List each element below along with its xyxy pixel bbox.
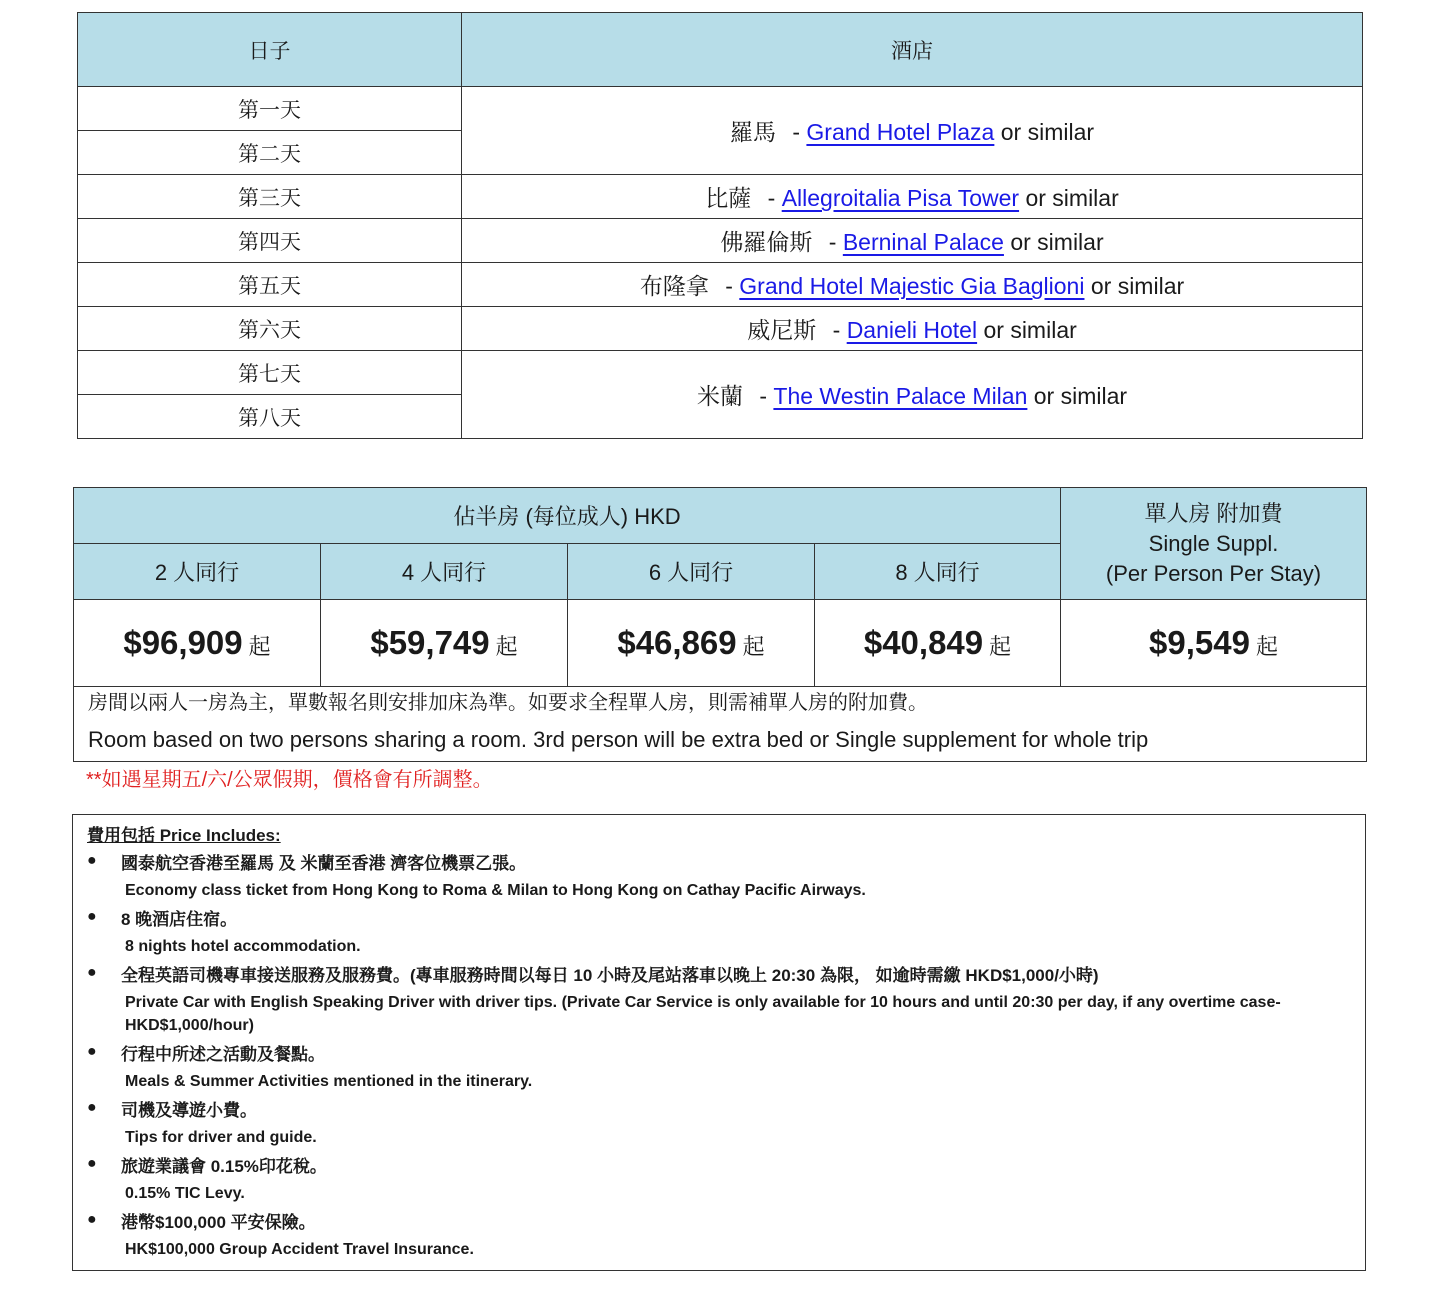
hotel-link[interactable]: Berninal Palace: [842, 229, 1004, 255]
header-hotel: 酒店: [462, 13, 1363, 87]
list-item: [87, 1044, 1365, 1093]
day-cell: 第七天: [78, 351, 462, 395]
hotel-suffix: or similar: [983, 317, 1077, 343]
group-size-header: 2 人同行: [74, 544, 321, 600]
includes-title: 費用包括 Price Includes:: [87, 826, 281, 845]
bullet-icon: ●: [87, 1211, 97, 1228]
include-zh: 全程英語司機專車接送服務及服務費。(專車服務時間以每日 10 小時及尾站落車以晚上 20:30 為限， 如逾時需繳 HKD$1,000/小時): [121, 966, 1099, 985]
include-en: HK$100,000 Group Accident Travel Insurance.: [125, 1241, 474, 1258]
hotel-cell: [462, 175, 1363, 219]
hotel-table: [77, 12, 1363, 439]
hotel-suffix: or similar: [1090, 273, 1185, 299]
table-row: [78, 263, 1363, 307]
twin-share-header: 佔半房 (每位成人) HKD: [74, 488, 1061, 544]
price-value: $59,749: [370, 624, 490, 661]
include-en: Tips for driver and guide.: [125, 1129, 317, 1146]
hotel-cell: [462, 219, 1363, 263]
hotel-suffix: or similar: [1000, 119, 1095, 145]
price-cell: [321, 600, 568, 687]
include-en: Meals & Summer Activities mentioned in the itinerary.: [125, 1073, 533, 1090]
include-en: Private Car with English Speaking Driver with driver tips. (Private Car Service is only available for 10 hours and until 20:30 per day, if any overtime case-HKD$1,000/hour): [125, 994, 1281, 1034]
include-zh: 8 晚酒店住宿。: [121, 910, 238, 929]
from-label: 起: [989, 634, 1012, 659]
include-zh: 行程中所述之活動及餐點。: [121, 1045, 325, 1064]
price-table: [73, 487, 1367, 762]
price-cell: [568, 600, 815, 687]
from-label: 起: [495, 634, 518, 659]
price-value: $96,909: [123, 624, 243, 661]
hotel-link[interactable]: Grand Hotel Majestic Gia Baglioni: [739, 273, 1085, 299]
suppl-price-cell: [1061, 600, 1367, 687]
hotel-suffix: or similar: [1033, 383, 1128, 409]
hotel-sep: -: [828, 229, 837, 255]
suppl-header-line3: (Per Person Per Stay): [1105, 560, 1322, 586]
include-zh: 國泰航空香港至羅馬 及 米蘭至香港 濟客位機票乙張。: [121, 854, 527, 873]
day-cell: 第一天: [78, 87, 462, 131]
room-note-en: Room based on two persons sharing a room. 3rd person will be extra bed or Single supplement for whole trip: [88, 727, 1149, 752]
bullet-icon: ●: [87, 1099, 97, 1116]
bullet-icon: ●: [87, 908, 97, 925]
bullet-icon: ●: [87, 964, 97, 981]
include-zh: 司機及導遊小費。: [121, 1101, 257, 1120]
list-item: [87, 1100, 1365, 1149]
hotel-sep: -: [759, 383, 768, 409]
hotel-link[interactable]: Danieli Hotel: [846, 317, 978, 343]
include-en: 8 nights hotel accommodation.: [125, 938, 361, 955]
list-item: [87, 1212, 1365, 1261]
header-day: 日子: [78, 13, 462, 87]
price-cell: [74, 600, 321, 687]
day-cell: 第二天: [78, 131, 462, 175]
group-size-header: 4 人同行: [321, 544, 568, 600]
table-row: [78, 175, 1363, 219]
bullet-icon: ●: [87, 852, 97, 869]
day-cell: 第四天: [78, 219, 462, 263]
from-label: 起: [248, 634, 271, 659]
day-cell: 第六天: [78, 307, 462, 351]
price-table-header: [74, 488, 1367, 544]
price-cell: [815, 600, 1061, 687]
include-zh: 旅遊業議會 0.15%印花稅。: [121, 1157, 327, 1176]
note-row: [74, 687, 1367, 762]
bullet-icon: ●: [87, 1155, 97, 1172]
hotel-sep: -: [792, 119, 801, 145]
table-row: [78, 87, 1363, 131]
hotel-city: 佛羅倫斯: [720, 229, 813, 255]
table-row: [78, 351, 1363, 395]
hotel-sep: -: [767, 185, 776, 211]
hotel-table-header: [78, 13, 1363, 87]
hotel-sep: -: [725, 273, 733, 299]
list-item: [87, 909, 1365, 958]
group-size-header: 8 人同行: [815, 544, 1061, 600]
suppl-header-line2: Single Suppl.: [1148, 530, 1279, 556]
hotel-cell: [462, 307, 1363, 351]
hotel-link[interactable]: Allegroitalia Pisa Tower: [781, 185, 1020, 211]
table-row: [78, 307, 1363, 351]
hotel-city: 比薩: [705, 185, 752, 211]
table-row: [78, 219, 1363, 263]
price-value: $46,869: [617, 624, 737, 661]
list-item: [87, 853, 1365, 902]
single-suppl-header: [1061, 488, 1367, 600]
hotel-suffix: or similar: [1010, 229, 1104, 255]
hotel-city: 米蘭: [696, 383, 743, 409]
bullet-icon: ●: [87, 1043, 97, 1060]
room-note-zh: 房間以兩人一房為主，單數報名則安排加床為準。如要求全程單人房，則需補單人房的附加費。: [88, 692, 928, 714]
room-note: [74, 687, 1367, 762]
suppl-price-value: $9,549: [1149, 624, 1250, 661]
from-label: 起: [1255, 634, 1278, 659]
include-zh: 港幣$100,000 平安保險。: [121, 1213, 316, 1232]
day-cell: 第五天: [78, 263, 462, 307]
hotel-sep: -: [832, 317, 841, 343]
include-en: 0.15% TIC Levy.: [125, 1185, 245, 1202]
price-warning: **如遇星期五/六/公眾假期，價格會有所調整。: [86, 769, 493, 791]
list-item: [87, 1156, 1365, 1205]
suppl-header-line1: 單人房 附加費: [1144, 500, 1283, 526]
include-en: Economy class ticket from Hong Kong to Roma & Milan to Hong Kong on Cathay Pacific Airways.: [125, 882, 866, 899]
hotel-city: 布隆拿: [639, 273, 709, 299]
price-row: [74, 600, 1367, 687]
hotel-cell: [462, 263, 1363, 307]
hotel-cell: [462, 87, 1363, 175]
hotel-link[interactable]: Grand Hotel Plaza: [806, 119, 995, 145]
list-item: [87, 965, 1365, 1037]
hotel-city: 羅馬: [729, 119, 776, 145]
hotel-cell: [462, 351, 1363, 439]
price-includes-box: [72, 814, 1366, 1271]
day-cell: 第八天: [78, 395, 462, 439]
price-value: $40,849: [863, 624, 984, 661]
hotel-suffix: or similar: [1025, 185, 1119, 211]
hotel-link[interactable]: The Westin Palace Milan: [773, 383, 1028, 409]
from-label: 起: [742, 634, 765, 659]
hotel-city: 威尼斯: [747, 317, 817, 343]
day-cell: 第三天: [78, 175, 462, 219]
group-size-header: 6 人同行: [568, 544, 815, 600]
